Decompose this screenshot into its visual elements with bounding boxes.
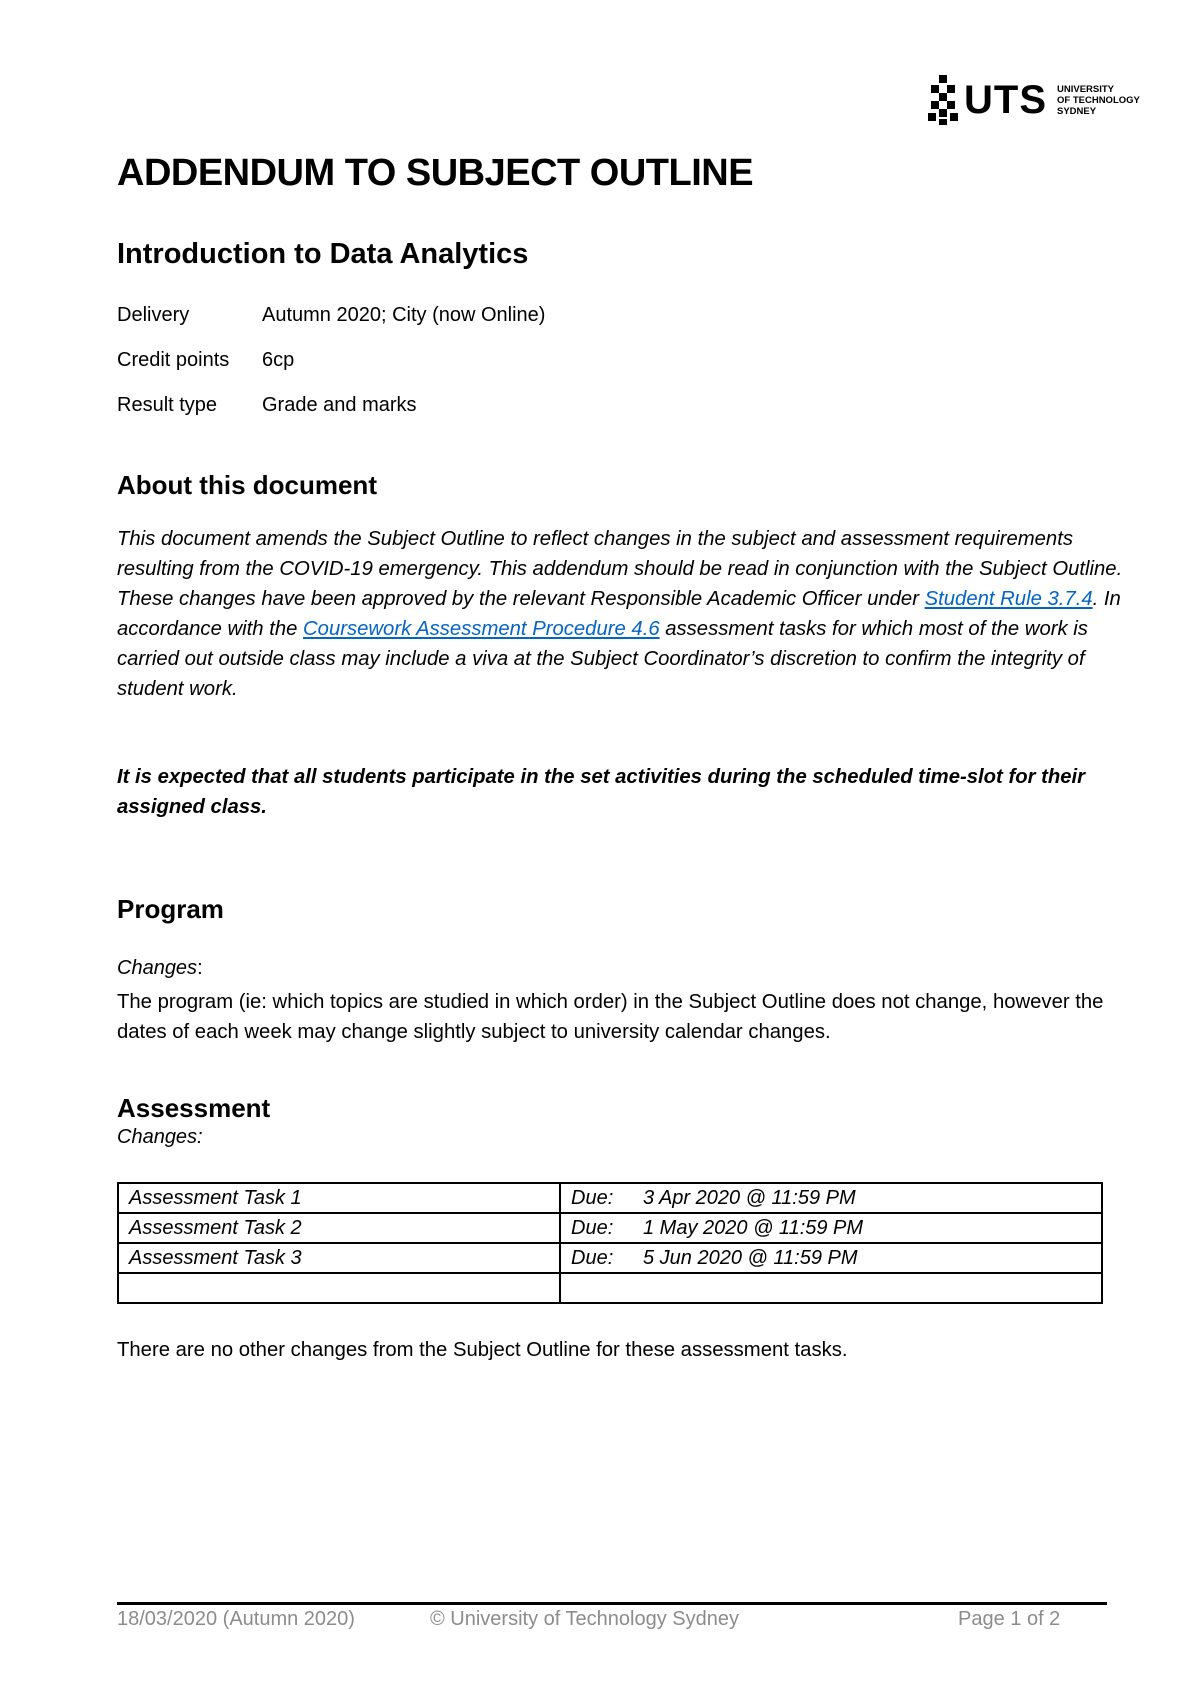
table-row-empty <box>118 1273 1102 1303</box>
no-changes-note: There are no other changes from the Subject Outline for these assessment tasks. <box>117 1339 848 1361</box>
meta-label: Delivery <box>117 304 190 326</box>
assessment-table <box>117 1182 1103 1304</box>
table-row <box>118 1213 1102 1243</box>
due-cell: Due: 3 Apr 2020 @ 11:59 PM <box>560 1183 1102 1213</box>
uts-emblem-icon <box>928 75 958 125</box>
uts-logo <box>928 72 1140 128</box>
footer-date: 18/03/2020 (Autumn 2020) <box>117 1608 355 1630</box>
footer-page-number: Page 1 of 2 <box>958 1608 1061 1630</box>
about-heading: About this document <box>117 470 377 500</box>
assessment-changes-label: Changes: <box>117 1126 203 1148</box>
due-cell: Due: 5 Jun 2020 @ 11:59 PM <box>560 1243 1102 1273</box>
meta-value: 6cp <box>262 349 295 371</box>
meta-label: Result type <box>117 394 218 416</box>
meta-row-credit-points <box>117 349 294 372</box>
document-title: ADDENDUM TO SUBJECT OUTLINE <box>117 152 754 194</box>
program-changes-label: Changes: <box>117 957 203 979</box>
meta-row-delivery <box>117 304 545 327</box>
task-cell: Assessment Task 3 <box>118 1243 560 1273</box>
table-row <box>118 1183 1102 1213</box>
expectation-statement: It is expected that all students participate in the set activities during the scheduled time-slot for their assigned class. <box>117 766 1086 818</box>
due-cell <box>560 1273 1102 1303</box>
footer-copyright: © University of Technology Sydney <box>430 1608 739 1630</box>
task-cell <box>118 1273 560 1303</box>
meta-row-result-type <box>117 394 417 417</box>
meta-label: Credit points <box>117 349 230 371</box>
coursework-procedure-link[interactable]: Coursework Assessment Procedure 4.6 <box>303 618 660 640</box>
about-paragraph: This document amends the Subject Outline to reflect changes in the subject and assessment requirements resulting from the COVID-19 emergency. This addendum should be read in conjunction with the Subject Outline. These changes have been approved by the relevant Responsible Academic Officer under Student Rule 3.7.4. In accordance with the Coursework Assessment Procedure 4.6 assessment tasks for which most of the work is carried out outside class may include a viva at the Subject Coordinator’s discretion to confirm the integrity of student work. <box>117 528 1123 700</box>
due-cell: Due: 1 May 2020 @ 11:59 PM <box>560 1213 1102 1243</box>
meta-value: Autumn 2020; City (now Online) <box>262 304 546 326</box>
logo-university-name: UNIVERSITY OF TECHNOLOGY SYDNEY <box>1057 83 1140 117</box>
task-cell: Assessment Task 1 <box>118 1183 560 1213</box>
table-row <box>118 1243 1102 1273</box>
logo-uts-text: UTS <box>964 78 1047 122</box>
meta-value: Grade and marks <box>262 394 417 416</box>
footer-divider <box>117 1602 1107 1605</box>
task-cell: Assessment Task 2 <box>118 1213 560 1243</box>
assessment-heading: Assessment <box>117 1093 271 1123</box>
program-heading: Program <box>117 894 224 924</box>
subject-name: Introduction to Data Analytics <box>117 238 529 270</box>
student-rule-link[interactable]: Student Rule 3.7.4 <box>924 588 1093 610</box>
program-text: The program (ie: which topics are studied in which order) in the Subject Outline does not change, however the dates of each week may change slightly subject to university calendar changes. <box>117 991 1104 1043</box>
